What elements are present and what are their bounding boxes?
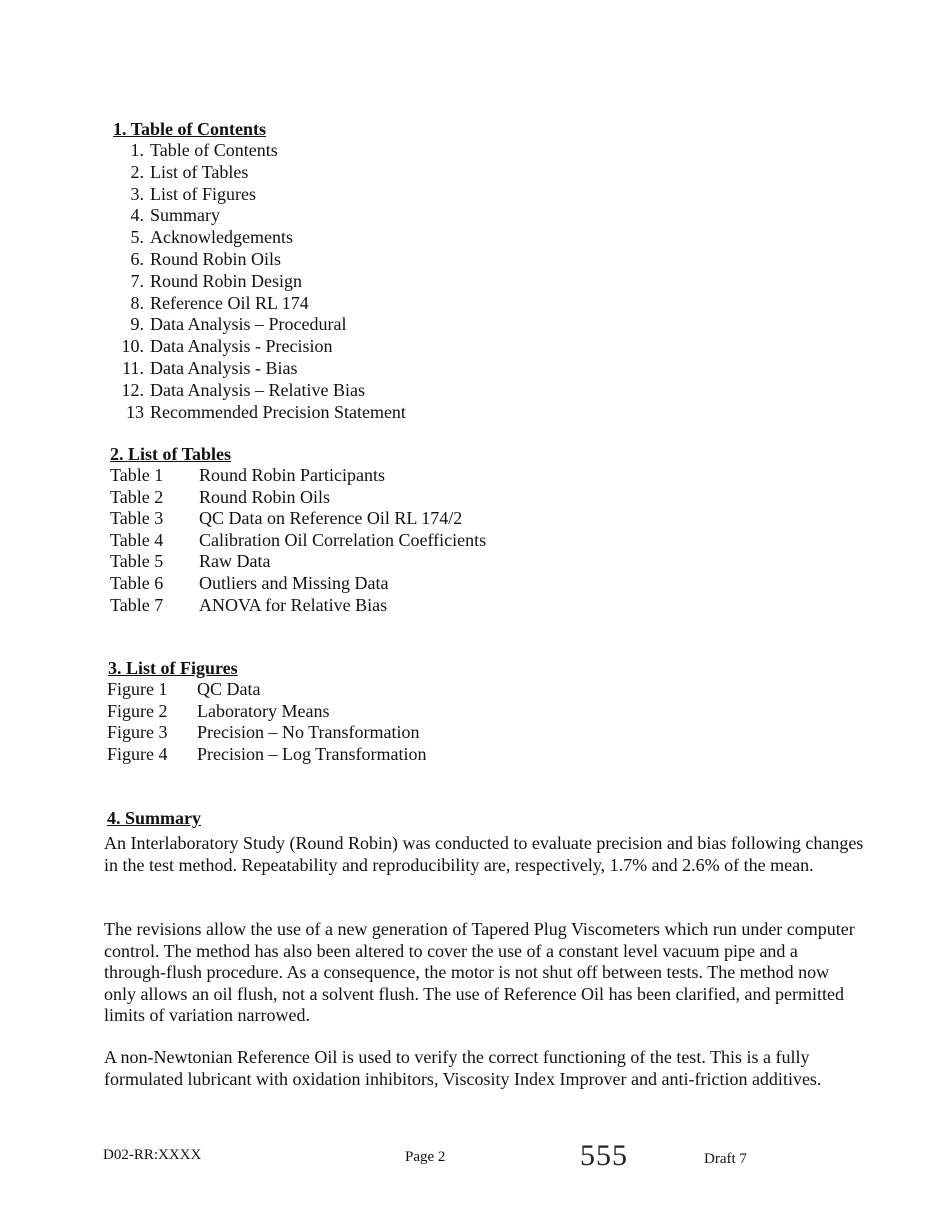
figures-list [107, 679, 427, 765]
figures-item-title: Precision – Log Transformation [197, 743, 427, 764]
toc-item-title: List of Figures [150, 183, 256, 204]
toc-item [112, 205, 406, 227]
tables-item [110, 487, 486, 509]
toc-item [112, 293, 406, 315]
toc-item-number: 13 [126, 401, 144, 422]
figures-item-label: Figure 1 [107, 679, 168, 699]
toc-item-title: Recommended Precision Statement [150, 401, 406, 422]
toc-heading: 1. Table of Contents [113, 119, 267, 139]
toc-item-number: 2. [130, 161, 144, 182]
toc-item [112, 271, 406, 293]
toc-item-title: Table of Contents [150, 140, 278, 160]
toc-item-title: Round Robin Oils [150, 248, 282, 269]
toc-item [112, 140, 406, 162]
summary-paragraph-3: A non-Newtonian Reference Oil is used to verify the correct functioning of the test. This is a fully formulated lubricant with oxidation inhibitors, Viscosity Index Improver and anti-friction additives. [104, 1047, 822, 1089]
toc-item-number: 3. [130, 183, 144, 204]
toc-item [112, 314, 406, 336]
figures-item-title: Laboratory Means [197, 700, 330, 721]
tables-item-label: Table 2 [110, 486, 164, 507]
tables-item-label: Table 5 [110, 551, 164, 572]
toc-item [112, 184, 406, 206]
figures-item-label: Figure 4 [107, 743, 168, 764]
footer-draft: Draft 7 [704, 1151, 747, 1167]
toc-item-title: Data Analysis - Precision [150, 336, 333, 357]
toc-item-title: Data Analysis – Relative Bias [150, 379, 365, 400]
toc-item-title: Reference Oil RL 174 [150, 292, 309, 313]
toc-item [112, 162, 406, 184]
tables-item-title: ANOVA for Relative Bias [199, 594, 388, 615]
figures-item-title: Precision – No Transformation [197, 722, 420, 743]
tables-item [110, 465, 486, 487]
toc-item [112, 249, 406, 271]
figures-item-label: Figure 3 [107, 722, 168, 743]
figures-item-title: QC Data [197, 679, 261, 699]
page-stamp: 555 [580, 1139, 628, 1172]
toc-item-number: 10. [121, 336, 144, 357]
tables-item-title: Round Robin Oils [199, 486, 331, 507]
tables-item-label: Table 4 [110, 529, 164, 550]
figures-item [107, 722, 427, 744]
toc-item [112, 336, 406, 358]
summary-paragraph-1: An Interlaboratory Study (Round Robin) was conducted to evaluate precision and bias following changes in the test method. Repeatability and reproducibility are, respectively, 1.7% and 2.6% of the mean. [104, 833, 864, 875]
tables-item-label: Table 1 [110, 465, 164, 485]
toc-item-number: 7. [130, 270, 144, 291]
tables-list [110, 465, 486, 616]
toc-item-number: 12. [121, 379, 144, 400]
tables-item [110, 551, 486, 573]
toc-item-title: Data Analysis – Procedural [150, 314, 347, 335]
tables-item [110, 595, 486, 617]
toc-item-title: List of Tables [150, 161, 249, 182]
toc-item-title: Round Robin Design [150, 270, 303, 291]
tables-item [110, 573, 486, 595]
footer-page-number: Page 2 [405, 1149, 446, 1165]
figures-item [107, 701, 427, 723]
toc-item [112, 380, 406, 402]
tables-item-title: Raw Data [199, 551, 271, 572]
figures-item-label: Figure 2 [107, 700, 168, 721]
tables-item [110, 530, 486, 552]
tables-item-label: Table 7 [110, 594, 164, 615]
toc-item-number: 5. [130, 227, 144, 248]
tables-item-title: Outliers and Missing Data [199, 572, 389, 593]
tables-item-label: Table 6 [110, 572, 164, 593]
tables-item [110, 508, 486, 530]
summary-heading: 4. Summary [107, 808, 201, 828]
toc-item-number: 4. [130, 205, 144, 226]
toc-item-title: Data Analysis - Bias [150, 357, 298, 378]
summary-paragraph-2: The revisions allow the use of a new generation of Tapered Plug Viscometers which run under computer control. The method has also been altered to cover the use of a constant level vacuum pipe and a through-flush procedure. As a consequence, the motor is not shut off between tests. The method now only allows an oil flush, not a solvent flush. The use of Reference Oil has been clarified, and permitted limits of variation narrowed. [104, 919, 855, 1025]
toc-item-title: Acknowledgements [150, 227, 293, 248]
tables-item-label: Table 3 [110, 508, 164, 529]
toc-item [112, 358, 406, 380]
toc-item-number: 8. [130, 292, 144, 313]
toc-item-title: Summary [150, 205, 220, 226]
toc-item-number: 1. [130, 140, 144, 160]
toc-item [112, 227, 406, 249]
figures-item [107, 679, 427, 701]
toc-item-number: 11. [122, 357, 144, 378]
figures-item [107, 744, 427, 766]
toc-item [112, 402, 406, 424]
tables-heading: 2. List of Tables [110, 444, 232, 464]
toc-item-number: 6. [130, 248, 144, 269]
tables-item-title: Round Robin Participants [199, 465, 385, 485]
footer-doc-id: D02-RR:XXXX [103, 1147, 202, 1163]
figures-heading: 3. List of Figures [108, 658, 238, 678]
toc-item-number: 9. [130, 314, 144, 335]
tables-item-title: QC Data on Reference Oil RL 174/2 [199, 508, 463, 529]
tables-item-title: Calibration Oil Correlation Coefficients [199, 529, 487, 550]
toc-list [112, 140, 406, 423]
